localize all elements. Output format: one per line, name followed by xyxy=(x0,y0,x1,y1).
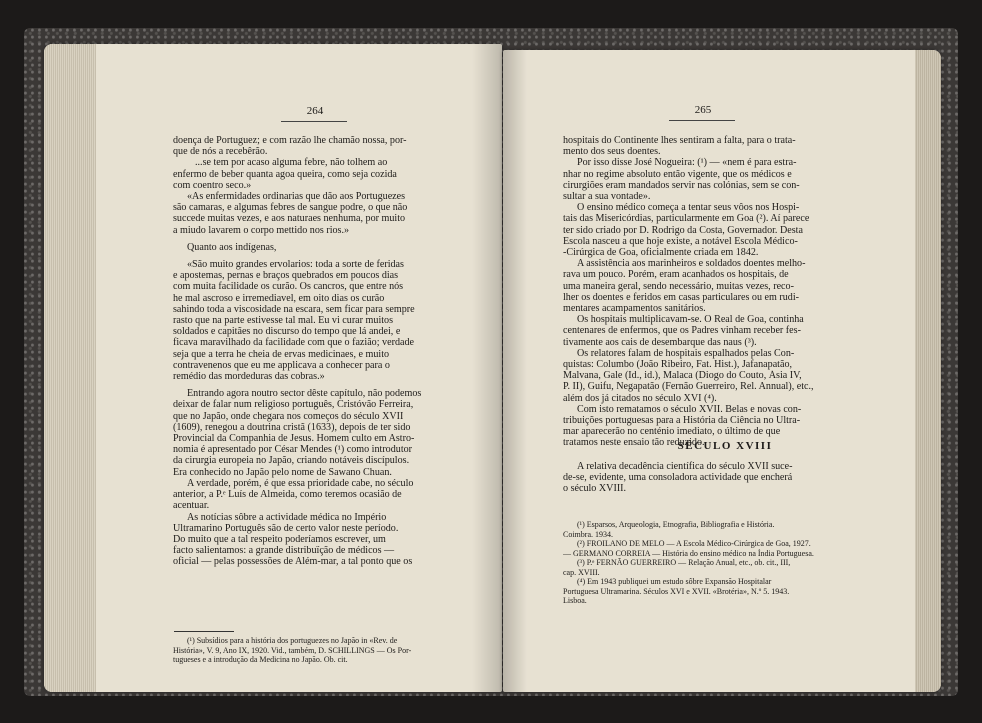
text-line: tratamos neste ensaio tão reduzido. xyxy=(563,437,705,449)
left-page xyxy=(44,44,502,692)
text-line: rasto que na parte estivesse tal mal. Eu vi curar muitos xyxy=(173,315,394,327)
text-line: acentuar. xyxy=(173,500,210,512)
text-line: nhar no regime absoluto então vigente, que os médicos e xyxy=(563,168,792,180)
text-line: Por isso disse José Nogueira: (¹) — «nem é para estra- xyxy=(577,157,797,169)
text-line: O ensino médico começa a tentar seus vôos nos Hospi- xyxy=(577,202,800,214)
text-line: ...se tem por acaso alguma febre, não tolhem ao xyxy=(195,157,388,169)
text-line: succede muitas vezes, e aos naturaes nenhuma, por muito xyxy=(173,213,406,225)
text-line: (¹) Esparsos, Arqueologia, Etnografia, Bibliografia e História. xyxy=(577,520,775,529)
text-line: Malvana, Gale (Id., id.), Malaca (Diogo do Couto, Ásia IV, xyxy=(563,370,802,382)
footnotes xyxy=(563,520,889,606)
text-line: (⁴) Em 1943 publiquei um estudo sôbre Expansão Hospitalar xyxy=(577,577,772,586)
text-line: enfermo de beber quanta agoa queira, como seja cozida xyxy=(173,168,397,180)
section-heading: SÉCULO XVIII xyxy=(677,440,773,452)
text-line: A verdade, porém, é que essa prioridade cabe, no século xyxy=(187,477,414,489)
text-line: Era conhecido no Japão pelo nome de Sawano Chuan. xyxy=(173,466,392,478)
text-line: — GERMANO CORREIA — História do ensino médico na Índia Portuguesa. xyxy=(563,548,814,558)
text-line: Provincial da Companhia de Jesus. Homem culto em Astro- xyxy=(173,433,415,445)
text-line: (³) P.ᵉ FERNÃO GUERREIRO — Relação Anual, etc., ob. cit., III, xyxy=(577,558,791,567)
text-line: Os relatores falam de hospitais espalhados pelas Con- xyxy=(577,347,795,359)
text-line: sultar a sua vontade». xyxy=(563,191,651,203)
text-line: além dos já citados no século XVI (⁴). xyxy=(563,392,717,404)
text-line: nomia é apresentado por César Mendes (¹) como introdutor xyxy=(173,444,413,456)
text-line: de-se, evidente, uma consoladora actividade que encherá xyxy=(563,472,793,484)
text-line: Coimbra. 1934. xyxy=(563,529,613,539)
text-line: História», V. 9, Ano IX, 1920. Vid., também, D. SCHILLINGS — Os Por- xyxy=(173,645,412,655)
text-line: da cirurgia europeia no Japão, criando notáveis discípulos. xyxy=(173,455,410,467)
text-line: A assistência aos marinheiros e soldados doentes melho- xyxy=(577,258,806,270)
text-line: (²) FROILANO DE MELO — A Escola Médico-Cirúrgica de Goa, 1927. xyxy=(577,539,811,548)
text-line: «São muito grandes ervolarios: toda a sorte de feridas xyxy=(187,259,404,271)
text-line: (1609), renegou a doutrina cristã (1633), depois de ter sido xyxy=(173,421,411,433)
text-line: -Cirúrgica de Goa, oficialmente criada em 1842. xyxy=(563,247,759,259)
text-line: ficava maravilhado da facilidade com que o fazião; verdade xyxy=(173,337,415,349)
text-line: P. II), Guifu, Negapatão (Fernão Guerreiro, Rel. Annual), etc., xyxy=(563,381,814,393)
gutter-shadow xyxy=(503,50,527,692)
text-line: Com isto rematamos o século XVII. Belas e novas con- xyxy=(577,403,802,415)
text-line: Escola nasceu a que hoje existe, a notável Escola Médico- xyxy=(563,235,798,247)
text-line: cap. XVIII. xyxy=(563,567,600,577)
text-line: quistas: Columbo (João Ribeiro, Fat. Hist.), Jafanapatão, xyxy=(563,359,793,371)
text-line: facto salientamos: a grande distribuïção de médicos — xyxy=(173,545,395,557)
text-line: tugueses e a introdução da Medicina no Japão. Ob. cit. xyxy=(173,655,348,664)
text-line: tribuições portuguesas para a História da Ciência no Ultra- xyxy=(563,415,801,427)
text-line: centenares de enfermos, que os Padres vinham receber fes- xyxy=(563,325,801,337)
text-line: ter sido criado por D. Rodrigo da Costa, Governador. Desta xyxy=(563,224,803,236)
text-line: com muita facilidade os curão. Os cancros, que entre nós xyxy=(173,281,404,293)
text-line: mar aparecerão no centénio imediato, o último de que xyxy=(563,426,781,438)
body-text xyxy=(563,135,889,449)
text-line: cirurgiões eram mandados servir nas colónias, sem se con- xyxy=(563,179,800,191)
text-line: A relativa decadência científica do século XVII suce- xyxy=(577,461,793,472)
text-line: tivamente aos cais de desembarque das naus (³). xyxy=(563,336,757,348)
text-line: As notícias sôbre a actividade médica no Império xyxy=(187,511,387,523)
text-line: Quanto aos indígenas, xyxy=(187,241,277,253)
text-line: uma maneira geral, sendo necessário, muitas vezes, reco- xyxy=(563,280,794,292)
page-number: 265 xyxy=(694,104,712,116)
text-line: Lisboa. xyxy=(563,596,587,605)
text-line: «As enfermidades ordinarias que dão aos Portuguezes xyxy=(187,191,406,203)
text-line: que no Japão, onde chegara nos começos do século XVII xyxy=(173,410,404,422)
text-line: lher os doentes e feridos em casas particulares ou em rudi- xyxy=(563,291,799,303)
text-line: tais das Misericórdias, particularmente em Goa (²). Aí parece xyxy=(563,213,810,225)
text-line: a miudo lavarem o corpo mettido nos rios.» xyxy=(173,224,350,236)
text-line: são camaras, e algumas febres de sangue podre, o que não xyxy=(173,202,408,214)
text-line: o século XVIII. xyxy=(563,483,627,495)
text-line: Do muito que a tal respeito poderíamos escrever, um xyxy=(173,533,386,545)
footnote-rule xyxy=(174,631,234,632)
text-line: mento dos seus doentes. xyxy=(563,146,661,158)
text-line: Os hospitais multiplicavam-se. O Real de Goa, continha xyxy=(577,314,804,326)
text-line: mentares acampamentos sanitários. xyxy=(563,303,706,315)
text-line: com coentro seco.» xyxy=(173,179,252,191)
section-text xyxy=(563,461,889,495)
text-line: contravenenos que eu me applicava a conhecer para o xyxy=(173,359,390,371)
text-line: deixar de falar num religioso português, Cristóvão Ferreira, xyxy=(173,399,414,411)
page-edges xyxy=(915,50,941,692)
text-line: anterior, a P.ᵉ Luís de Almeida, como teremos ocasião de xyxy=(173,489,402,501)
text-line: e apostemas, pernas e braços quebrados em poucos dias xyxy=(173,270,399,282)
text-line: seja que a terra he cheia de ervas medicinaes, e muito xyxy=(173,348,390,360)
page-edges xyxy=(44,44,96,692)
text-line: Ultramarino Português são de certo valor neste período. xyxy=(173,522,399,534)
text-line: Portuguesa Ultramarina. Séculos XVI e XVII. «Brotéria», N.º 5. 1943. xyxy=(563,586,790,596)
text-line: (¹) Subsídios para a história dos portuguezes no Japão in «Rev. de xyxy=(187,636,398,645)
text-line: que de nós a recebêrão. xyxy=(173,146,268,158)
page-number-rule xyxy=(669,120,735,121)
text-line: doença de Portuguez; e com razão lhe chamão nossa, por- xyxy=(173,135,407,146)
text-line: remédio das mordeduras das cobras.» xyxy=(173,371,325,383)
text-line: hospitais do Continente lhes sentiram a falta, para o trata- xyxy=(563,135,796,146)
footnotes xyxy=(173,636,489,665)
text-line: he mal ascroso e irremediavel, em oito dias os curão xyxy=(173,292,385,304)
text-line: Entrando agora noutro sector dêste capítulo, não podemos xyxy=(187,388,422,400)
page-number: 264 xyxy=(306,105,324,117)
text-line: soldados e capitães no discurso do tempo que lá andei, e xyxy=(173,326,401,338)
text-line: oficial — pelas possessões de Além-mar, a tal ponto que os xyxy=(173,556,413,568)
text-line: rava um pouco. Porém, eram acanhados os hospitais, de xyxy=(563,269,789,281)
body-text xyxy=(173,135,489,568)
text-line: sahindo toda a viscosidade na escara, sem ficar para sempre xyxy=(173,303,415,315)
page-number-rule xyxy=(281,121,347,122)
right-page xyxy=(503,50,941,692)
